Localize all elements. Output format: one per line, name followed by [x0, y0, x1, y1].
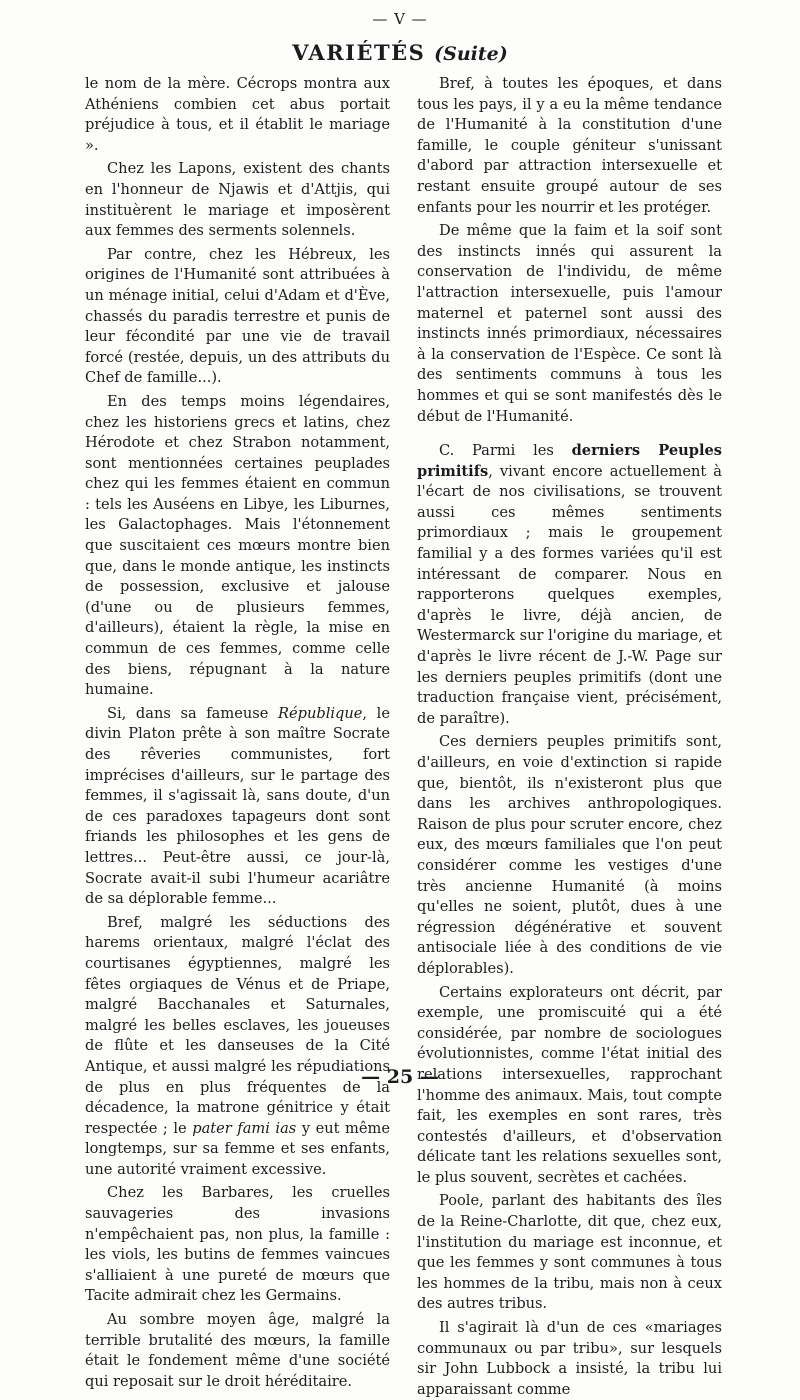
paragraph: Par contre, chez les Hébreux, les origines de l'Humanité sont attribuées à un ménage initial, celui d'Adam et d'Ève, chassés du paradis terrestre et punis de leur fécondité par une vie de travail forcé (restée, depuis, un des attributs du Chef de famille...). [85, 245, 390, 387]
paragraph: Bref, à toutes les époques, et dans tous les pays, il y a eu la même tendance de l'Humanité à la constitution d'une famille, le couple géniteur s'unissant d'abord par attraction intersexuelle et restant ensuite groupé autour de ses enfants pour les nourrir et les protéger. [417, 75, 722, 216]
text-run: y eut même longtemps, sur sa femme et ses enfants, une autorité vraiment excessive. [85, 1119, 391, 1178]
paragraph: Il s'agirait là d'un de ces «mariages communaux ou par tribu», sur lesquels sir John Lubbock a insisté, la tribu lui apparaissant comme [417, 1319, 722, 1398]
text-run: Bref, malgré les séductions des harems orientaux, malgré l'éclat des courtisanes égyptiennes, malgré les fêtes orgiaques de Vénus et de Priape, malgré Bacchanales et Saturnales, malgré les belles esclaves, les joueuses de flûte et les danseuses de la Cité Antique, et aussi malgré les répudiations de plus en plus fréquentes de la décadence, la matrone génitrice y était respectée ; le [85, 913, 390, 1137]
text-run: C. Parmi les [439, 442, 572, 460]
italic-term: pater fami ias [192, 1119, 297, 1137]
paragraph: le nom de la mère. Cécrops montra aux Athéniens combien cet abus portait préjudice à tous, et il établit le mariage ». [85, 75, 390, 154]
paragraph: Chez les Lapons, existent des chants en l'honneur de Njawis et d'Attjis, qui instituèrent le mariage et imposèrent aux femmes des serments solennels. [85, 160, 390, 240]
text-run: , vivant encore actuellement à l'écart de nos civilisations, se trouvent aussi ces mêmes sentiments primordiaux ; mais le groupement familial y a des formes variées qu'il est intéressant de comparer. Nous en rapporterons quelques exemples, d'après le livre, déjà ancien, de Westermarck sur l'origine du mariage, et d'après le livre récent de J.-W. Page sur les derniers peuples primitifs (dont une traduction française vient, précisément, de paraître). [417, 462, 722, 727]
paragraph [85, 913, 390, 1181]
page-number: — 25 — [361, 1066, 439, 1088]
left-column [85, 74, 390, 1392]
paragraph: Chez les Barbares, les cruelles sauvageries des invasions n'empêchaient pas, non plus, la famille : les viols, les butins de femmes vaincues s'alliaient à une pureté de mœurs que Tacite admirait chez les Germains. [85, 1184, 390, 1305]
bold-heading: derniers Peuples primitifs [417, 442, 722, 480]
paragraph: Poole, parlant des habitants des îles de la Reine-Charlotte, dit que, chez eux, l'institution du mariage est inconnue, et que les femmes y sont communes à tous les hommes de la tribu, mais non à ceux des autres tribus. [417, 1192, 722, 1313]
title-subtitle: (Suite) [434, 43, 508, 65]
right-column [417, 74, 722, 1400]
text-run: , le divin Platon prête à son maître Socrate des rêveries communistes, fort imprécises d'ailleurs, sur le partage des femmes, il s'agissait là, sans doute, d'un de ces paradoxes tapageurs dont sont friands les philosophes et les gens de lettres... Peut-être aussi, ce jour-là, Socrate avait-il subi l'humeur acariâtre de sa déplorable femme... [85, 704, 390, 908]
paragraph: De même que la faim et la soif sont des instincts innés qui assurent la conservation de l'individu, de même l'attraction intersexuelle, puis l'amour maternel et paternel sont aussi des instincts innés primordiaux, nécessaires à la conservation de l'Espèce. Ce sont là des sentiments communs à tous les hommes et qui se sont manifestés dès le début de l'Humanité. [417, 222, 722, 425]
section-folio: — V — [372, 10, 428, 28]
italic-title: République [278, 704, 363, 722]
page-title [0, 40, 800, 65]
paragraph: Ces derniers peuples primitifs sont, d'ailleurs, en voie d'extinction si rapide que, bientôt, ils n'existeront plus que dans les archives anthropologiques. Raison de plus pour scruter encore, chez eux, des mœurs familiales que l'on peut considérer comme les vestiges d'une très ancienne Humanité (à moins qu'elles ne soient, plutôt, dues à une régression dégénérative et souvent antisociale liée à des conditions de vie déplorables). [417, 733, 722, 977]
paragraph: Certains explorateurs ont décrit, par exemple, une promiscuité qui a été considérée, par nombre de sociologues évolutionnistes, comme l'état initial des relations intersexuelles, rapprochant l'homme des animaux. Mais, tout compte fait, les exemples en sont rares, très contestés d'ailleurs, et d'observation délicate tant les relations sexuelles sont, le plus souvent, secrètes et cachées. [417, 983, 722, 1186]
text-run: Si, dans sa fameuse [107, 704, 278, 722]
title-text: VARIÉTÉS [292, 40, 426, 65]
paragraph: En des temps moins légendaires, chez les historiens grecs et latins, chez Hérodote et chez Strabon notamment, sont mentionnées certaines peuplades chez qui les femmes étaient en commun : tels les Auséens en Libye, les Liburnes, les Galactophages. Mais l'étonnement que suscitaient ces mœurs montre bien que, dans le monde antique, les instincts de possession, exclusive et jalouse (d'une ou de plusieurs femmes, d'ailleurs), étaient la règle, la mise en commun de ces femmes, comme celle des biens, répugnant à la nature humaine. [85, 392, 390, 699]
paragraph [85, 704, 390, 910]
paragraph [417, 441, 722, 729]
paragraph: Au sombre moyen âge, malgré la terrible brutalité des mœurs, la famille était le fondement même d'une société qui reposait sur le droit héréditaire. [85, 1311, 390, 1390]
